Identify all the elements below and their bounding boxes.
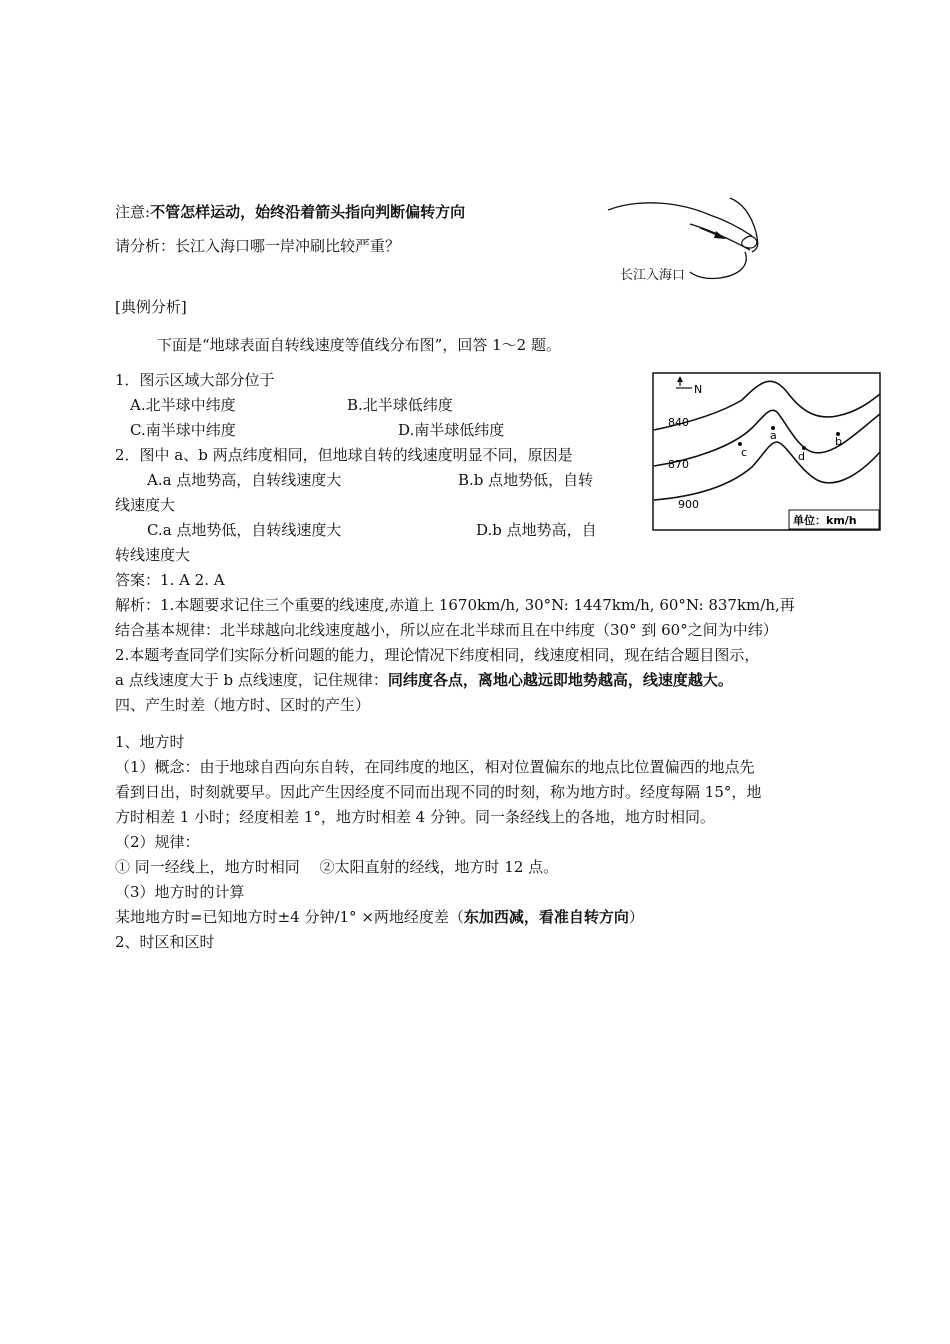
rotation-speed-isoline-map bbox=[652, 372, 882, 532]
q2-option-b-cont: 线速度大 bbox=[115, 496, 176, 514]
q2-stem: 2．图中 a、b 两点纬度相同，但地球自转的线速度明显不同，原因是 bbox=[115, 446, 573, 464]
formula-end: ） bbox=[628, 908, 644, 926]
q2-option-d: D.b 点地势高，自 bbox=[476, 521, 597, 539]
section-4-heading: 四、产生时差（地方时、区时的产生） bbox=[115, 696, 371, 714]
q1-option-a: A.北半球中纬度 bbox=[130, 396, 236, 414]
analysis-line-4 bbox=[115, 669, 733, 691]
local-time-concept-2: 看到日出，时刻就要早。因此产生因经度不同而出现不同的时刻，称为地方时。经度每隔 15°，地 bbox=[115, 783, 762, 801]
isoline-label-900: 900 bbox=[678, 498, 699, 511]
local-time-concept-3: 方时相差 1 小时；经度相差 1°，地方时相差 4 分钟。同一条经线上的各地，地方时相同。 bbox=[115, 808, 715, 826]
formula-text: 某地地方时=已知地方时±4 分钟/1° ×两地经度差（ bbox=[115, 908, 464, 926]
local-time-formula bbox=[115, 906, 644, 928]
analysis-line-3: 2.本题考查同学们实际分析问题的能力，理论情况下纬度相同，线速度相同，现在结合题目图示， bbox=[115, 646, 760, 664]
q2-option-c: C.a 点地势低，自转线速度大 bbox=[147, 521, 342, 539]
note-prefix: 注意: bbox=[115, 203, 151, 221]
unit-label: 单位：km/h bbox=[793, 514, 857, 527]
local-time-calc-heading: （3）地方时的计算 bbox=[115, 883, 245, 901]
answer-line: 答案：1. A 2. A bbox=[115, 571, 225, 589]
q1-option-d: D.南半球低纬度 bbox=[398, 421, 505, 439]
analysis-line-2: 结合基本规律：北半球越向北线速度越小，所以应在北半球而且在中纬度（30° 到 60°之间为中纬） bbox=[115, 621, 778, 639]
point-a-label: a bbox=[770, 429, 777, 442]
intro: 下面是“地球表面自转线速度等值线分布图”，回答 1～2 题。 bbox=[157, 336, 561, 354]
formula-bold: 东加西减，看准自转方向 bbox=[463, 908, 629, 926]
yangtze-caption: 长江入海口 bbox=[620, 268, 686, 283]
q2-option-a: A.a 点地势高，自转线速度大 bbox=[147, 471, 342, 489]
analysis-line-4-text: a 点线速度大于 b 点线速度，记住规律： bbox=[115, 671, 388, 689]
note-text: 不管怎样运动，始终沿着箭头指向判断偏转方向 bbox=[150, 203, 466, 221]
local-time-rule: ① 同一经线上，地方时相同 ②太阳直射的经线，地方时 12 点。 bbox=[115, 858, 559, 876]
north-label: N bbox=[694, 383, 703, 396]
section-example: [典例分析] bbox=[115, 298, 187, 316]
local-time-rule-heading: （2）规律： bbox=[115, 833, 200, 851]
analysis-line-1: 解析：1.本题要求记住三个重要的线速度,赤道上 1670km/h, 30°N: 1447km/h, 60°N: 837km/h,再 bbox=[115, 596, 795, 614]
point-b-label: b bbox=[835, 435, 842, 448]
q1-option-b: B.北半球低纬度 bbox=[347, 396, 453, 414]
question-yangtze: 请分析：长江入海口哪一岸冲刷比较严重？ bbox=[115, 237, 401, 255]
local-time-heading: 1、地方时 bbox=[115, 733, 185, 751]
local-time-concept-1: （1）概念：由于地球自西向东自转，在同纬度的地区，相对位置偏东的地点比位置偏西的地点先 bbox=[115, 758, 755, 776]
time-zone-heading: 2、时区和区时 bbox=[115, 933, 215, 951]
q2-option-d-cont: 转线速度大 bbox=[115, 546, 191, 564]
q1-stem: 1．图示区域大部分位于 bbox=[115, 371, 275, 389]
isoline-label-870: 870 bbox=[668, 458, 689, 471]
point-d-label: d bbox=[798, 450, 805, 463]
note-line bbox=[115, 201, 465, 223]
isoline-label-840: 840 bbox=[668, 416, 689, 429]
analysis-rule-bold: 同纬度各点，离地心越远即地势越高，线速度越大。 bbox=[387, 671, 733, 689]
q2-option-b: B.b 点地势低，自转 bbox=[458, 471, 594, 489]
q1-option-c: C.南半球中纬度 bbox=[130, 421, 236, 439]
point-c-label: c bbox=[741, 446, 748, 459]
